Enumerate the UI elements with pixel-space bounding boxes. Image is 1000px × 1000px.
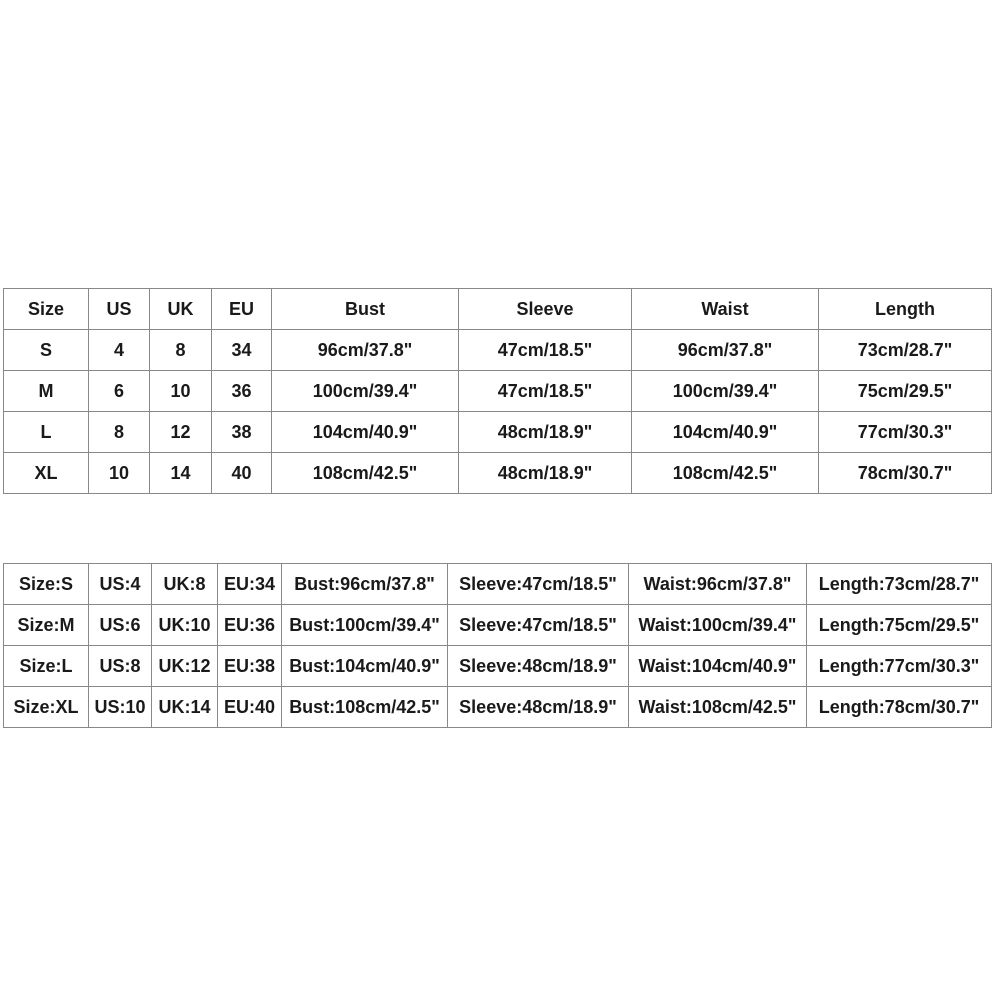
table-cell: 8: [89, 412, 150, 453]
table-cell: US:4: [89, 564, 152, 605]
table-cell: US:10: [89, 687, 152, 728]
table-cell: L: [4, 412, 89, 453]
table-cell: 104cm/40.9": [272, 412, 459, 453]
table-cell: US:6: [89, 605, 152, 646]
size-chart-table: [3, 288, 992, 494]
table-row: [4, 330, 992, 371]
table-row: [4, 605, 992, 646]
table-row: [4, 371, 992, 412]
header-cell: Size: [4, 289, 89, 330]
table-cell: Waist:100cm/39.4": [629, 605, 807, 646]
header-cell: Waist: [632, 289, 819, 330]
table-cell: Size:XL: [4, 687, 89, 728]
table-cell: 104cm/40.9": [632, 412, 819, 453]
table-cell: 10: [150, 371, 212, 412]
header-cell: EU: [212, 289, 272, 330]
table-cell: 47cm/18.5": [459, 371, 632, 412]
table-cell: Length:73cm/28.7": [807, 564, 992, 605]
table-cell: M: [4, 371, 89, 412]
table-cell: Sleeve:47cm/18.5": [448, 605, 629, 646]
table-cell: 48cm/18.9": [459, 453, 632, 494]
table-cell: UK:8: [152, 564, 218, 605]
table-cell: Length:77cm/30.3": [807, 646, 992, 687]
table-cell: 75cm/29.5": [819, 371, 992, 412]
table-cell: EU:36: [218, 605, 282, 646]
table-cell: 108cm/42.5": [632, 453, 819, 494]
table-cell: 100cm/39.4": [632, 371, 819, 412]
table-row: [4, 412, 992, 453]
table-row: [4, 687, 992, 728]
table-cell: Bust:100cm/39.4": [282, 605, 448, 646]
table-cell: EU:38: [218, 646, 282, 687]
table-cell: 10: [89, 453, 150, 494]
table-cell: Length:78cm/30.7": [807, 687, 992, 728]
table-cell: 96cm/37.8": [272, 330, 459, 371]
header-cell: Sleeve: [459, 289, 632, 330]
table-cell: 78cm/30.7": [819, 453, 992, 494]
table-cell: Waist:96cm/37.8": [629, 564, 807, 605]
table-cell: 6: [89, 371, 150, 412]
table-cell: Sleeve:48cm/18.9": [448, 687, 629, 728]
table-cell: XL: [4, 453, 89, 494]
header-cell: Length: [819, 289, 992, 330]
table-cell: US:8: [89, 646, 152, 687]
table-cell: UK:14: [152, 687, 218, 728]
table-cell: 36: [212, 371, 272, 412]
table-row: [4, 564, 992, 605]
table-cell: 77cm/30.3": [819, 412, 992, 453]
table-cell: 8: [150, 330, 212, 371]
header-cell: UK: [150, 289, 212, 330]
table-cell: 96cm/37.8": [632, 330, 819, 371]
table-cell: 12: [150, 412, 212, 453]
table-cell: Bust:96cm/37.8": [282, 564, 448, 605]
table-cell: EU:40: [218, 687, 282, 728]
table-cell: Bust:108cm/42.5": [282, 687, 448, 728]
table-cell: Length:75cm/29.5": [807, 605, 992, 646]
table-cell: 108cm/42.5": [272, 453, 459, 494]
table-cell: 14: [150, 453, 212, 494]
table-cell: Bust:104cm/40.9": [282, 646, 448, 687]
table-header-row: [4, 289, 992, 330]
table-cell: Size:S: [4, 564, 89, 605]
header-cell: Bust: [272, 289, 459, 330]
table-cell: Waist:104cm/40.9": [629, 646, 807, 687]
table-cell: 4: [89, 330, 150, 371]
table-cell: Sleeve:48cm/18.9": [448, 646, 629, 687]
table-cell: Size:L: [4, 646, 89, 687]
table-cell: 47cm/18.5": [459, 330, 632, 371]
table-cell: Sleeve:47cm/18.5": [448, 564, 629, 605]
table-cell: 40: [212, 453, 272, 494]
table-row: [4, 646, 992, 687]
table-cell: 38: [212, 412, 272, 453]
table-cell: 34: [212, 330, 272, 371]
table-cell: S: [4, 330, 89, 371]
table-row: [4, 453, 992, 494]
table-cell: 73cm/28.7": [819, 330, 992, 371]
labeled-size-chart-table: [3, 563, 992, 728]
table-cell: UK:10: [152, 605, 218, 646]
header-cell: US: [89, 289, 150, 330]
table-cell: Waist:108cm/42.5": [629, 687, 807, 728]
table-cell: Size:M: [4, 605, 89, 646]
table-cell: 48cm/18.9": [459, 412, 632, 453]
table-cell: UK:12: [152, 646, 218, 687]
table-cell: EU:34: [218, 564, 282, 605]
table-cell: 100cm/39.4": [272, 371, 459, 412]
